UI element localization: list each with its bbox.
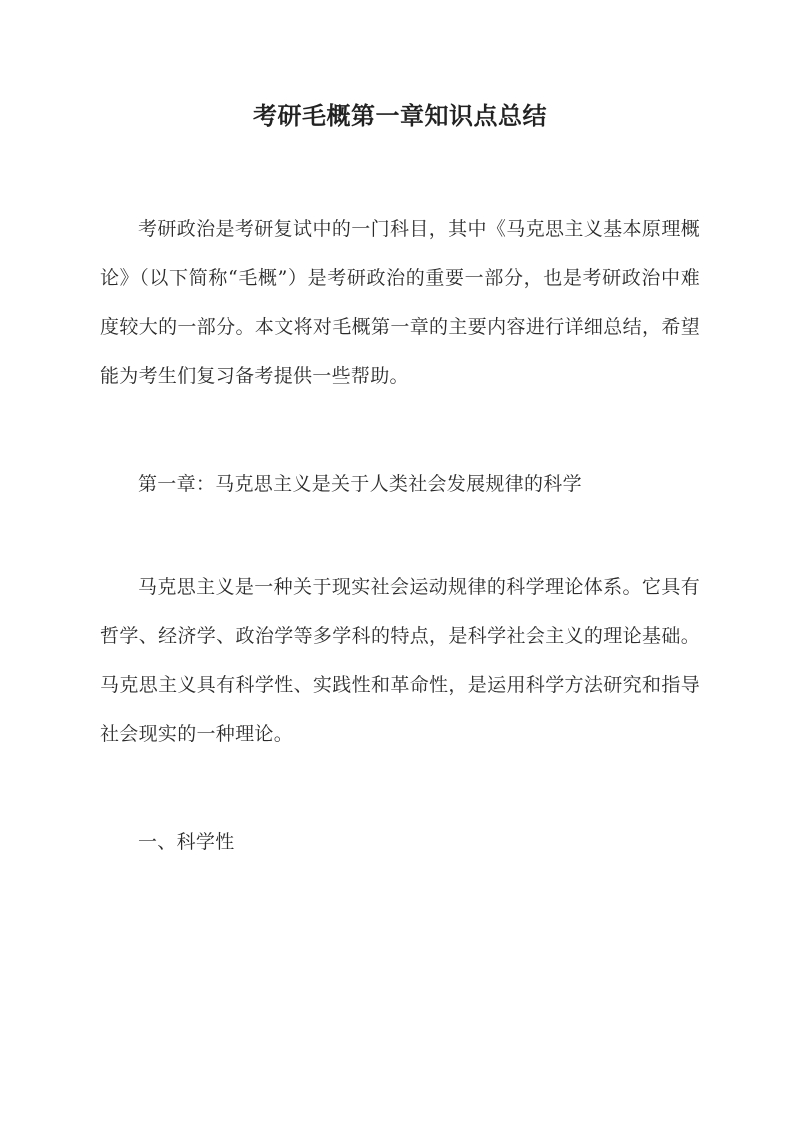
document-title: 考研毛概第一章知识点总结 xyxy=(253,101,547,130)
intro-paragraph: 考研政治是考研复试中的一门科目，其中《马克思主义基本原理概论》（以下简称“毛概”）是考研政治的重要一部分，也是考研政治中难度较大的一部分。本文将对毛概第一章的主要内容进行详细总结，希望能为考生们复习备考提供一些帮助。 xyxy=(100,218,700,387)
marxism-paragraph: 马克思主义是一种关于现实社会运动规律的科学理论体系。它具有哲学、经济学、政治学等多学科的特点，是科学社会主义的理论基础。马克思主义具有科学性、实践性和革命性，是运用科学方法研究和指导社会现实的一种理论。 xyxy=(100,576,700,745)
section-heading: 一、科学性 xyxy=(138,831,235,853)
chapter-heading: 第一章：马克思主义是关于人类社会发展规律的科学 xyxy=(138,473,582,495)
